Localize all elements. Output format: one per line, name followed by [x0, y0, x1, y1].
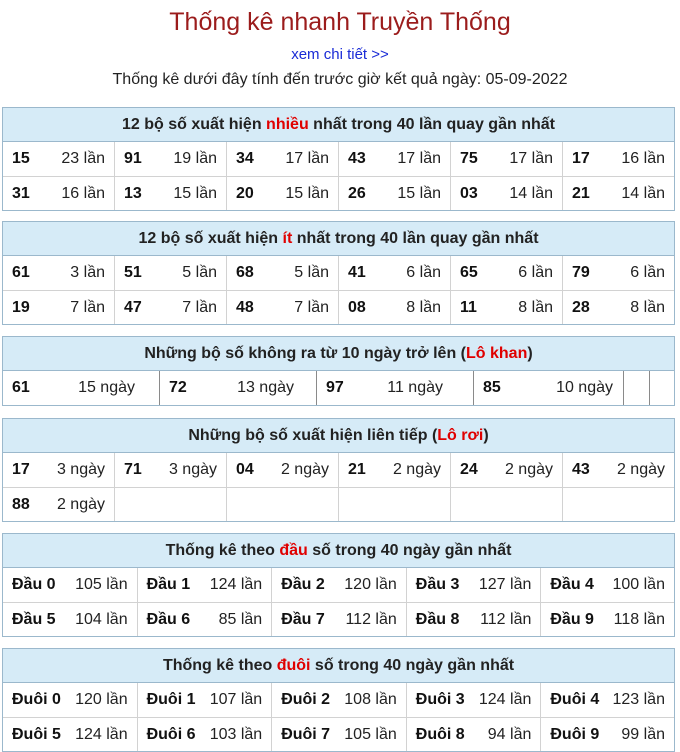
- number-cell: 17 3 ngày: [3, 453, 115, 487]
- number-cell: 34 17 lần: [227, 142, 339, 176]
- empty-cell: [339, 488, 451, 521]
- as-of-date-text: Thống kê dưới đây tính đến trước giờ kết quả ngày: 05-09-2022: [112, 71, 568, 88]
- stat-cell: Đầu 6 85 lần: [138, 603, 273, 636]
- empty-cell: [115, 488, 227, 521]
- number-cell: 31 16 lần: [3, 177, 115, 210]
- number-cell: 43 17 lần: [339, 142, 451, 176]
- number-cell: 85 10 ngày: [474, 371, 624, 405]
- stat-cell: Đuôi 2 108 lần: [272, 683, 407, 717]
- stat-cell: Đuôi 5 124 lần: [3, 718, 138, 751]
- number-cell: 61 3 lần: [3, 256, 115, 290]
- number-cell: 24 2 ngày: [451, 453, 563, 487]
- stat-cell: Đầu 9 118 lần: [550, 611, 665, 628]
- number-cell: 41 6 lần: [339, 256, 451, 290]
- table-row: [3, 683, 674, 717]
- table-row: [3, 290, 674, 324]
- number-cell: 19 7 lần: [3, 291, 115, 324]
- most-frequent-section: [2, 107, 675, 211]
- number-cell: 43 2 ngày: [572, 461, 665, 478]
- page-title: Thống kê nhanh Truyền Thống: [169, 8, 511, 36]
- stat-cell: Đuôi 6 103 lần: [138, 718, 273, 751]
- number-cell: 65 6 lần: [451, 256, 563, 290]
- number-cell: 79 6 lần: [572, 264, 665, 281]
- least-frequent-section: [2, 221, 675, 325]
- stat-cell: Đầu 3 127 lần: [407, 568, 542, 602]
- stat-cell: Đuôi 0 120 lần: [3, 683, 138, 717]
- section-heading: Thống kê theo đầu số trong 40 ngày gần nhất: [3, 534, 674, 568]
- number-cell: 72 13 ngày: [160, 371, 317, 405]
- stat-cell: Đầu 4 100 lần: [550, 576, 665, 593]
- lo-roi-section: [2, 418, 675, 522]
- section-heading: 12 bộ số xuất hiện nhiều nhất trong 40 lần quay gần nhất: [3, 108, 674, 142]
- number-cell: 61 15 ngày: [3, 371, 160, 405]
- table-row: [3, 568, 674, 602]
- number-cell: 48 7 lần: [227, 291, 339, 324]
- stat-cell: Đuôi 7 105 lần: [272, 718, 407, 751]
- dau-section: [2, 533, 675, 637]
- table-row: [3, 176, 674, 210]
- number-cell: 17 16 lần: [572, 150, 665, 167]
- number-cell: 68 5 lần: [227, 256, 339, 290]
- number-cell: 03 14 lần: [451, 177, 563, 210]
- empty-cell: [451, 488, 563, 521]
- number-cell: 47 7 lần: [115, 291, 227, 324]
- stat-cell: Đuôi 8 94 lần: [407, 718, 542, 751]
- lo-khan-section: [2, 336, 675, 406]
- section-heading: Những bộ số không ra từ 10 ngày trở lên (Lô khan): [3, 337, 674, 371]
- number-cell: 20 15 lần: [227, 177, 339, 210]
- number-cell: 51 5 lần: [115, 256, 227, 290]
- number-cell: 11 8 lần: [451, 291, 563, 324]
- stat-cell: Đầu 5 104 lần: [3, 603, 138, 636]
- stat-cell: Đầu 0 105 lần: [3, 568, 138, 602]
- stat-cell: Đầu 8 112 lần: [407, 603, 542, 636]
- empty-cell: [624, 371, 650, 405]
- section-heading: 12 bộ số xuất hiện ít nhất trong 40 lần quay gần nhất: [3, 222, 674, 256]
- view-details-link[interactable]: xem chi tiết >>: [291, 46, 389, 63]
- table-row: [3, 487, 674, 521]
- section-heading: Những bộ số xuất hiện liên tiếp (Lô rơi): [3, 419, 674, 453]
- table-row: [3, 602, 674, 636]
- stat-cell: Đầu 7 112 lần: [272, 603, 407, 636]
- table-row: [3, 453, 674, 487]
- number-cell: 75 17 lần: [451, 142, 563, 176]
- stat-cell: Đuôi 1 107 lần: [138, 683, 273, 717]
- empty-cell: [650, 371, 674, 405]
- number-cell: 91 19 lần: [115, 142, 227, 176]
- number-cell: 04 2 ngày: [227, 453, 339, 487]
- duoi-section: [2, 648, 675, 752]
- stat-cell: Đuôi 3 124 lần: [407, 683, 542, 717]
- number-cell: 21 2 ngày: [339, 453, 451, 487]
- empty-cell: [563, 488, 674, 521]
- stat-cell: Đuôi 9 99 lần: [550, 726, 665, 743]
- number-cell: 21 14 lần: [572, 185, 665, 202]
- table-row: [3, 256, 674, 290]
- number-cell: 28 8 lần: [572, 299, 665, 316]
- number-cell: 15 23 lần: [3, 142, 115, 176]
- stat-cell: Đuôi 4 123 lần: [550, 691, 665, 708]
- number-cell: 13 15 lần: [115, 177, 227, 210]
- number-cell: 08 8 lần: [339, 291, 451, 324]
- number-cell: 71 3 ngày: [115, 453, 227, 487]
- empty-cell: [227, 488, 339, 521]
- number-cell: 26 15 lần: [339, 177, 451, 210]
- number-cell: 88 2 ngày: [3, 488, 115, 521]
- section-heading: Thống kê theo đuôi số trong 40 ngày gần nhất: [3, 649, 674, 683]
- table-row: [3, 371, 674, 405]
- table-row: [3, 717, 674, 751]
- table-row: [3, 142, 674, 176]
- stat-cell: Đầu 1 124 lần: [138, 568, 273, 602]
- number-cell: 97 11 ngày: [317, 371, 474, 405]
- stat-cell: Đầu 2 120 lần: [272, 568, 407, 602]
